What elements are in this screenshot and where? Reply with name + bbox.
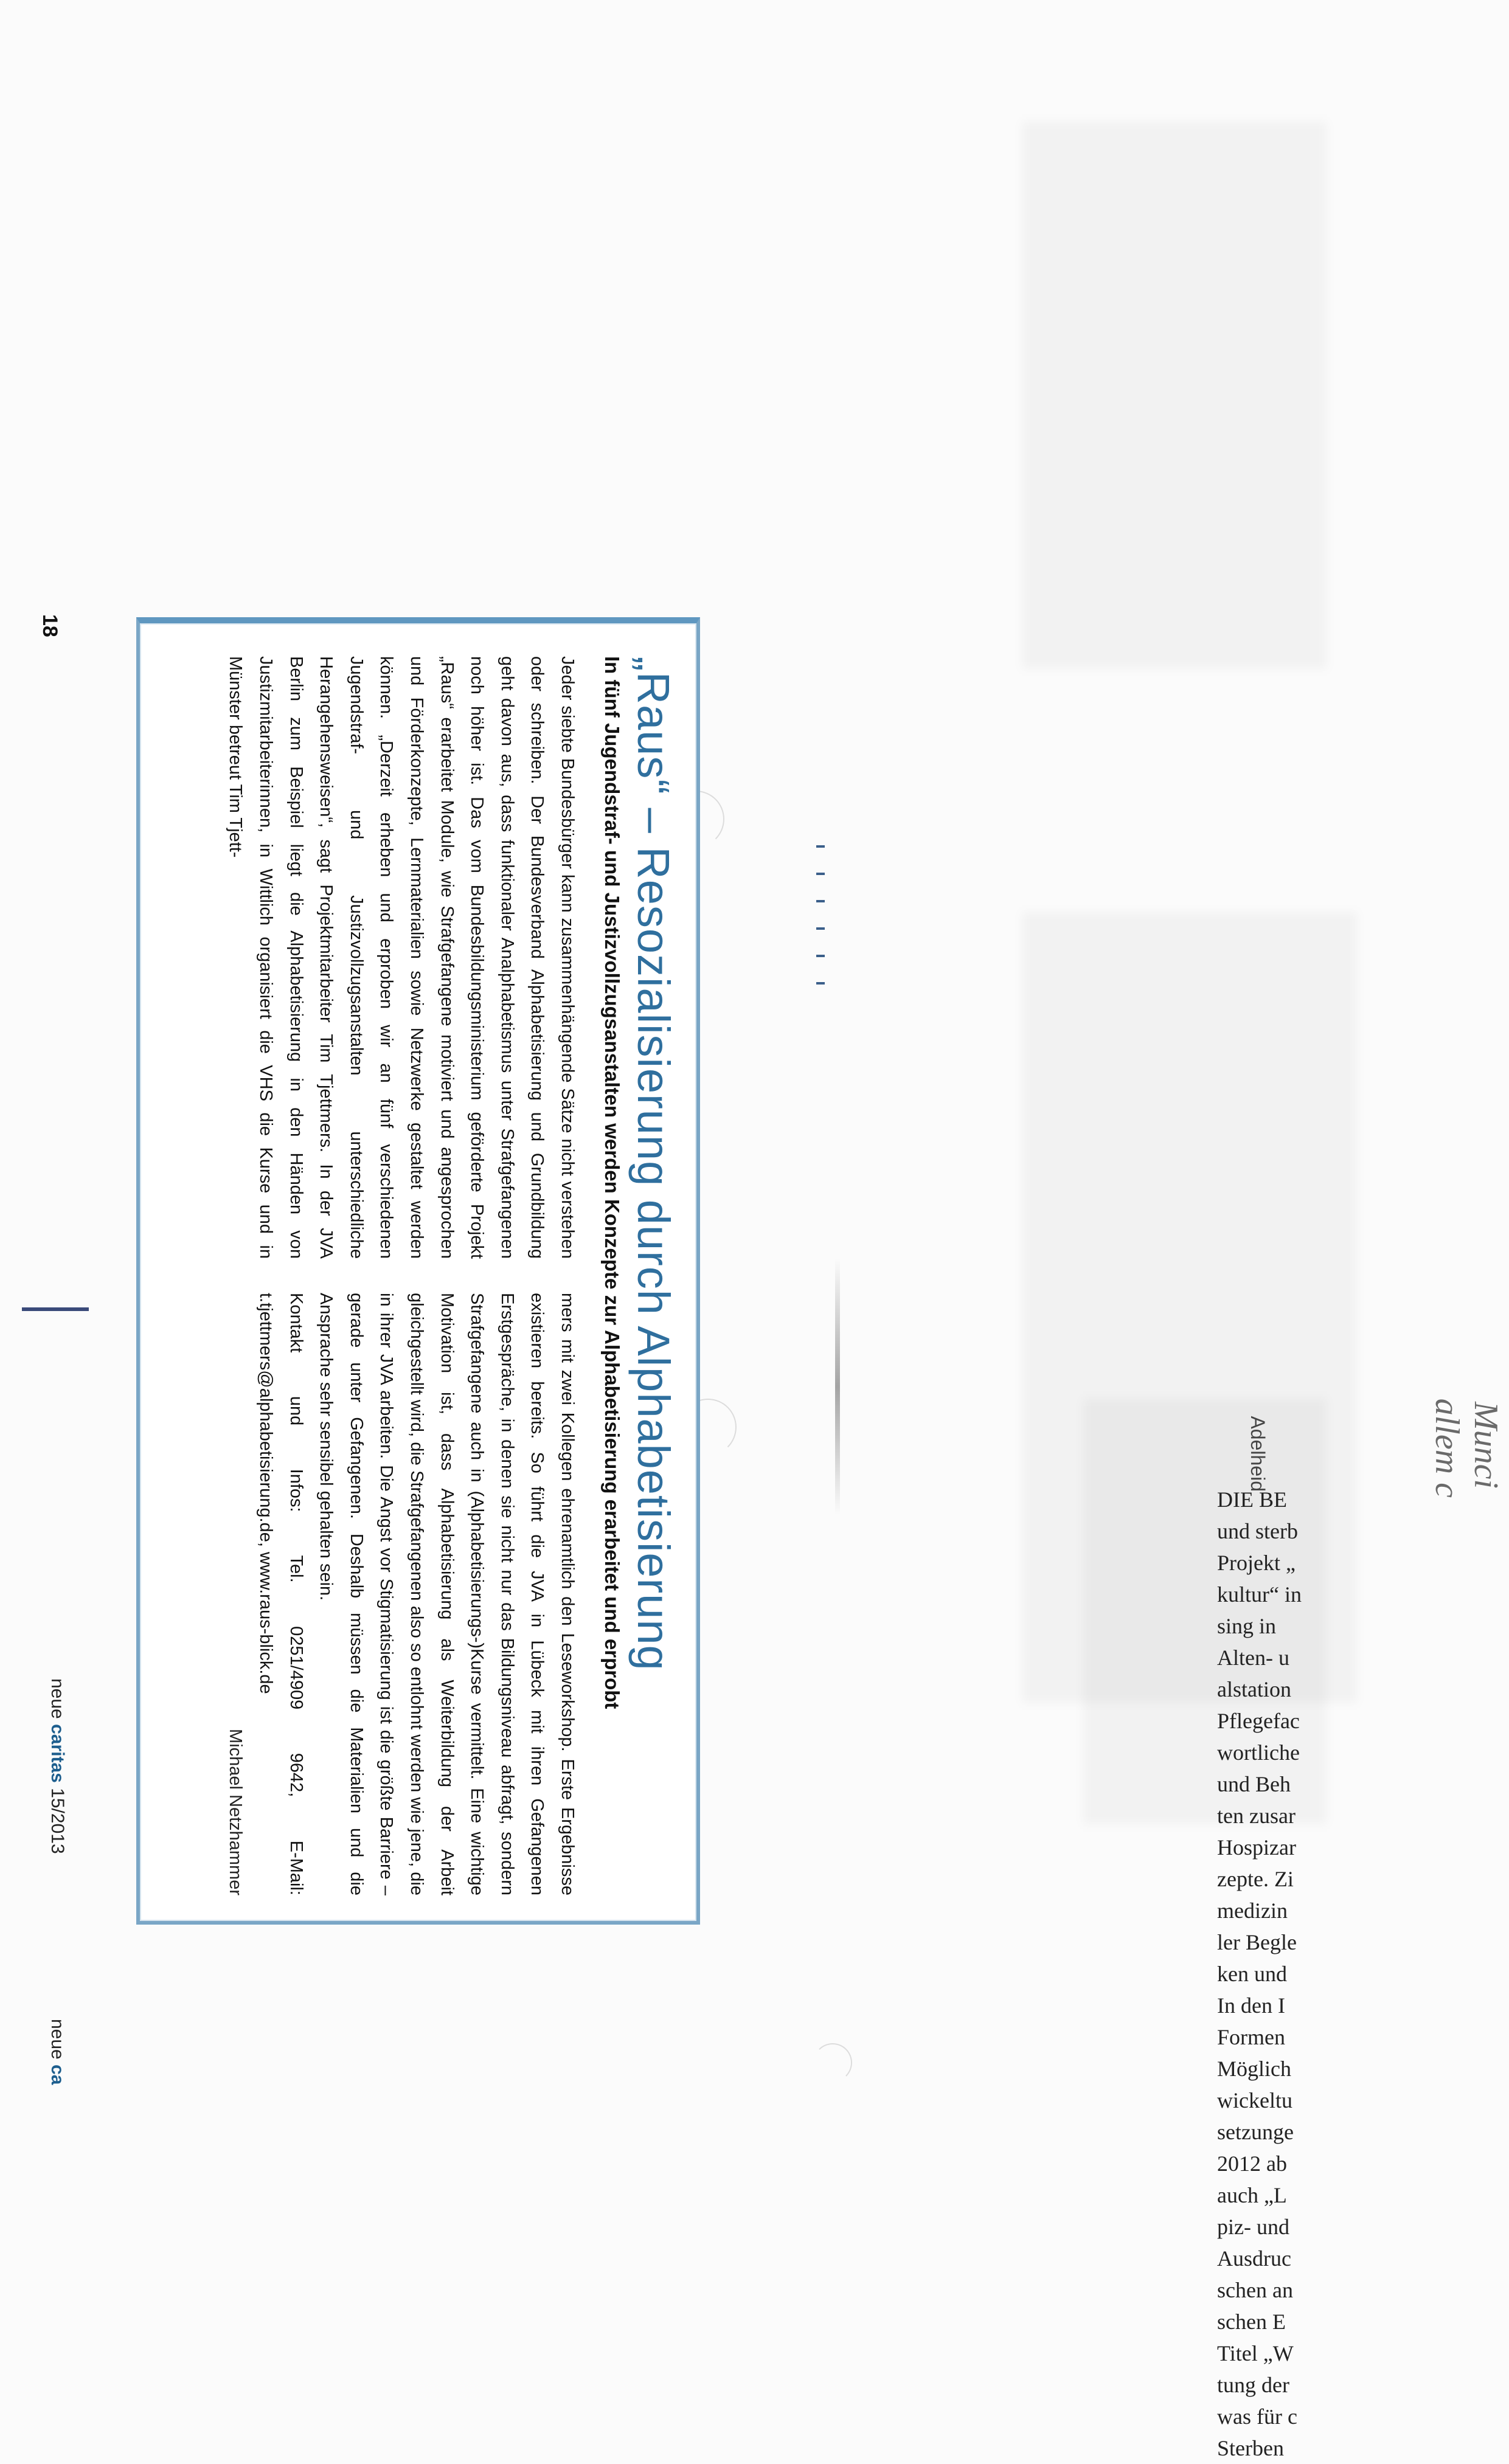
neighbor-line: Titel „W bbox=[1217, 2341, 1294, 2365]
neighbor-line: ler Begle bbox=[1217, 1930, 1297, 1954]
neighbor-line: setzunge bbox=[1217, 2120, 1294, 2144]
neighbor-line: kultur“ in bbox=[1217, 1582, 1302, 1607]
neighbor-line: piz- und bbox=[1217, 2215, 1289, 2239]
journal-footer bbox=[47, 1678, 68, 1854]
article-body bbox=[220, 656, 582, 1895]
scan-mark bbox=[816, 873, 825, 875]
neighbor-line: schen an bbox=[1217, 2278, 1293, 2302]
neighbor-line: wickeltu bbox=[1217, 2088, 1292, 2113]
neighbor-line: ken und bbox=[1217, 1962, 1287, 1986]
neighbor-line: Hospizar bbox=[1217, 1835, 1296, 1860]
neighbor-line: Formen bbox=[1217, 2025, 1285, 2049]
neighbor-line: Alten- u bbox=[1217, 1646, 1289, 1670]
punch-hole-mark bbox=[813, 2043, 852, 2082]
neighbor-text-block bbox=[1217, 1484, 1509, 2460]
article-author: Michael Netzhammer bbox=[226, 1729, 246, 1895]
neighbor-line: Sterben bbox=[1217, 2436, 1284, 2460]
neighbor-line: schen E bbox=[1217, 2310, 1286, 2334]
neighbor-line: Pflegefac bbox=[1217, 1709, 1300, 1733]
journal-brand-right: ca bbox=[47, 2064, 68, 2085]
scan-mark bbox=[816, 900, 825, 902]
article-title: „Raus“ – Resozialisierung durch Alphabetisierung bbox=[628, 656, 679, 1671]
article-subtitle: In fünf Jugendstraf- und Justizvollzugsanstalten werden Konzepte zur Alphabetisierung erarbeitet und erprobt bbox=[601, 656, 623, 1709]
neighbor-line: zepte. Zi bbox=[1217, 1867, 1294, 1891]
neighbor-italic-line: allem c bbox=[1428, 1398, 1466, 1498]
article-column-1 bbox=[220, 656, 582, 1259]
neighbor-line: Projekt „ bbox=[1217, 1551, 1296, 1575]
journal-prefix: neue bbox=[47, 1678, 68, 1719]
neighbor-line: Möglich bbox=[1217, 2057, 1291, 2081]
article-paragraph: mers mit zwei Kollegen ehrenamtlich den Leseworkshop. Erste Ergebnisse existieren bereits. So führt die JVA in Lübeck mit ihren Gefangenen Erstgespräche, in denen sie nicht nur das Bildungsniveau abfragt, sondern Strafgefangene auch in (Alphabetisierungs-)Kurse vermittelt. Eine wichtige Motivation ist, dass Alphabetisierung als Weiterbildung der Arbeit gleichgestellt wird, die Strafgefangenen also so entlohnt werden wie jene, die in ihrer JVA arbeiten. Die Angst vor Stigmatisierung ist die größte Barriere – gerade unter Gefangenen. Deshalb müssen die Materialien und die Ansprache sehr sensibel gehalten sein. bbox=[316, 1293, 577, 1895]
scan-smudge bbox=[835, 1259, 840, 1514]
footer-divider bbox=[22, 1307, 89, 1311]
neighbor-line: Ausdruc bbox=[1217, 2246, 1291, 2271]
scan-mark bbox=[816, 982, 825, 985]
neighbor-line: In den I bbox=[1217, 1993, 1285, 2018]
article-column-2 bbox=[220, 1293, 582, 1895]
journal-prefix-right: neue bbox=[47, 2019, 68, 2060]
neighbor-text-lines bbox=[1217, 1484, 1509, 2464]
scan-mark bbox=[816, 845, 825, 848]
page-number: 18 bbox=[38, 614, 61, 637]
neighbor-line: und Beh bbox=[1217, 1772, 1291, 1796]
journal-brand: caritas bbox=[47, 1724, 68, 1783]
journal-footer-right bbox=[47, 2019, 68, 2085]
neighbor-italic-line: Munci bbox=[1467, 1401, 1505, 1489]
neighbor-line: was für c bbox=[1217, 2404, 1297, 2429]
neighbor-line: auch „L bbox=[1217, 2183, 1287, 2207]
article-contact: Kontakt und Infos: Tel. 0251/4909 9642, E-Mail: t.tjettmers@alphabetisierung.de, www.raus-blick.de bbox=[256, 1293, 306, 1895]
scan-noise bbox=[1022, 122, 1327, 669]
neighbor-line: DIE BE bbox=[1217, 1487, 1287, 1512]
neighbor-line: und sterb bbox=[1217, 1519, 1298, 1543]
neighbor-line: ten zusar bbox=[1217, 1804, 1296, 1828]
scan-mark bbox=[816, 955, 825, 957]
neighbor-line: tung der bbox=[1217, 2373, 1289, 2397]
neighbor-line: alstation bbox=[1217, 1677, 1291, 1701]
neighbor-line: wortliche bbox=[1217, 1740, 1300, 1765]
neighbor-line: medizin bbox=[1217, 1898, 1288, 1923]
neighbor-line: sing in bbox=[1217, 1614, 1277, 1638]
article-box bbox=[136, 617, 700, 1925]
article-paragraph: Jeder siebte Bundesbürger kann zusammenhängende Sätze nicht verstehen oder schreiben. Der Bundesverband Alphabetisierung und Grundbildung geht davon aus, dass funktionaler Analphabetismus unter Strafgefangenen noch höher ist. Das vom Bundesbildungsministerium geförderte Projekt „Raus“ erarbeitet Module, wie Strafgefangene motiviert und angesprochen und Förderkonzepte, Lernmaterialien sowie Netzwerke gestaltet werden können. „Derzeit erheben und erproben wir an fünf verschiedenen Jugendstraf- und Justizvollzugsanstalten unterschiedliche Herangehensweisen“, sagt Projektmitarbeiter Tim Tjettmers. In der JVA Berlin zum Beispiel liegt die Alphabetisierung in den Händen von Justizmitarbeiterinnen, in Wittlich organisiert die VHS die Kurse und in Münster betreut Tim Tjett- bbox=[226, 656, 577, 1259]
neighbor-line: 2012 ab bbox=[1217, 2151, 1287, 2176]
scan-mark bbox=[816, 927, 825, 930]
neighbor-author: Adelheid bbox=[1247, 1416, 1269, 1492]
journal-issue: 15/2013 bbox=[47, 1788, 68, 1854]
